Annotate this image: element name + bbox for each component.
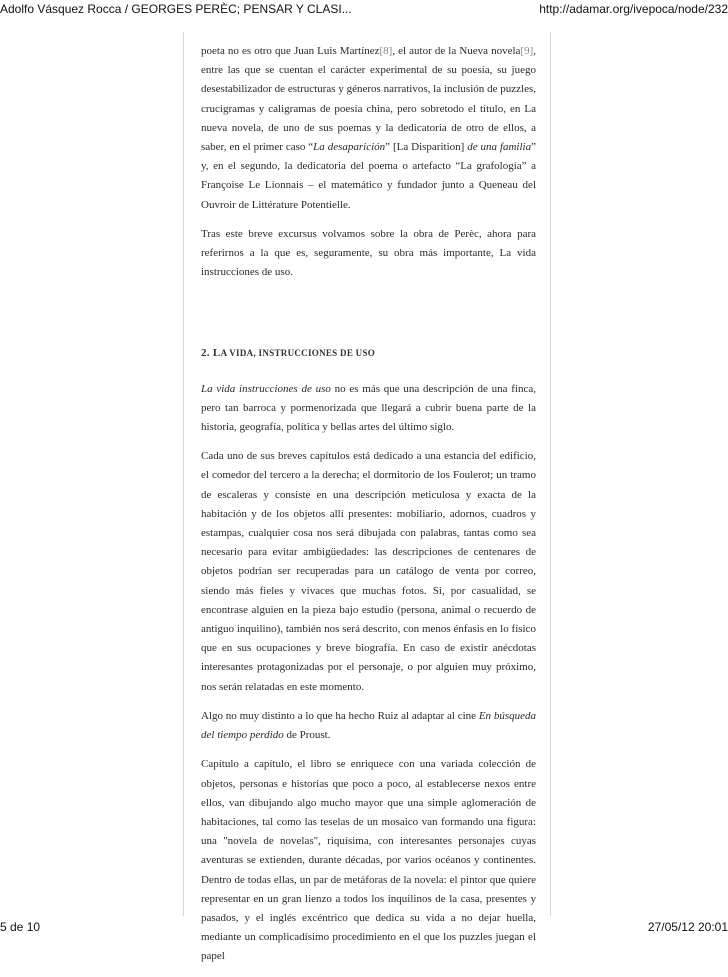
print-footer [0, 920, 728, 936]
article-column [183, 32, 551, 963]
page-title: Adolfo Vásquez Rocca / GEORGES PERÈC; PENSAR Y CLASI... [0, 2, 352, 16]
paragraph: poeta no es otro que Juan Luis Martínez[8], el autor de la Nueva novela[9], entre las que se cuentan el carácter experimental de su poesía, su juego desestabilizador de estructuras y géneros narrativos, la inclusión de puzzles, crucigramas y caligramas de poesía china, pero sobretodo el título, en La nueva novela, de uno de sus poemas y la dedicatoria de otro de ellos, a saber, en el primer caso “La desaparición” [La Disparition] de una familia” y, en el segundo, la dedicatoria del poema o artefacto “La grafología” a Françoise Le Lionnais – el matemático y fundador junto a Queneau del Ouvroir de Littérature Potentielle. [201, 45, 536, 211]
paragraph: Cada uno de sus breves capítulos está dedicado a una estancia del edificio, el comedor del tercero a la derecha; el dormitorio de los Foulerot; un tramo de escaleras y consiste en una descripción meticulosa y exacta de la habitación y de los objetos allí presentes: mobiliario, adornos, cuadros y estampas, cualquier cosa nos será dibujada con palabras, tantas como sea necesario para evitar ambigüedades: las descripciones de centenares de objetos podrían ser recuperadas para un catálogo de venta por correo, siendo más fieles y vivaces que muchas fotos. Si, por casualidad, se encontrase alguien en la pieza bajo estudio (persona, animal o recuerdo de antiguo inquilino), también nos será descrito, con menos énfasis en lo físico que en sus ocupaciones y breve biografía. En caso de existir anécdotas interesantes protagonizadas por el personaje, o por alguien muy próximo, nos serán relatadas en este momento. [201, 450, 536, 693]
footnote-link[interactable]: [8] [379, 45, 393, 57]
print-header [0, 2, 728, 18]
print-datetime: 27/05/12 20:01 [647, 920, 728, 934]
paragraph: La vida instrucciones de uso no es más que una descripción de una finca, pero tan barroca y pormenorizada que llegará a cubrir buena parte de la historia, geografía, política y bellas artes del último siglo. [201, 382, 536, 434]
article-body [201, 42, 536, 977]
section-heading: 2. LA VIDA, INSTRUCCIONES DE USO [201, 347, 376, 360]
paragraph: Algo no muy distinto a lo que ha hecho Ruiz al adaptar al cine En búsqueda del tiempo perdido de Proust. [201, 709, 536, 742]
footnote-link[interactable]: [9] [520, 45, 534, 57]
paragraph: Tras este breve excursus volvamos sobre la obra de Perèc, ahora para referirnos a la que es, seguramente, su obra más importante, La vida instrucciones de uso. [201, 227, 536, 279]
paragraph: Capítulo a capítulo, el libro se enriquece con una variada colección de objetos, personas e historias que poco a poco, al establecerse nexos entre ellos, van dibujando algo mucho mayor que una simple aglomeración de habitaciones, tal como las teselas de un mosaico van formando una figura: una "novela de novelas", riquísima, con interesantes personajes cuyas aventuras se extienden, durante décadas, por varios océanos y continentes. Dentro de todas ellas, un par de metáforas de la novela: el pintor que quiere representar en un gran lienzo a todos los inquilinos de la casa, presentes y pasados, y el inglés excéntrico que dedica su vida a no dejar huella, mediante un complicadísimo procedimiento en el que los puzzles juegan el papel [201, 758, 536, 963]
page-url: http://adamar.org/ivepoca/node/232 [539, 2, 728, 16]
page-counter: 5 de 10 [0, 920, 41, 934]
